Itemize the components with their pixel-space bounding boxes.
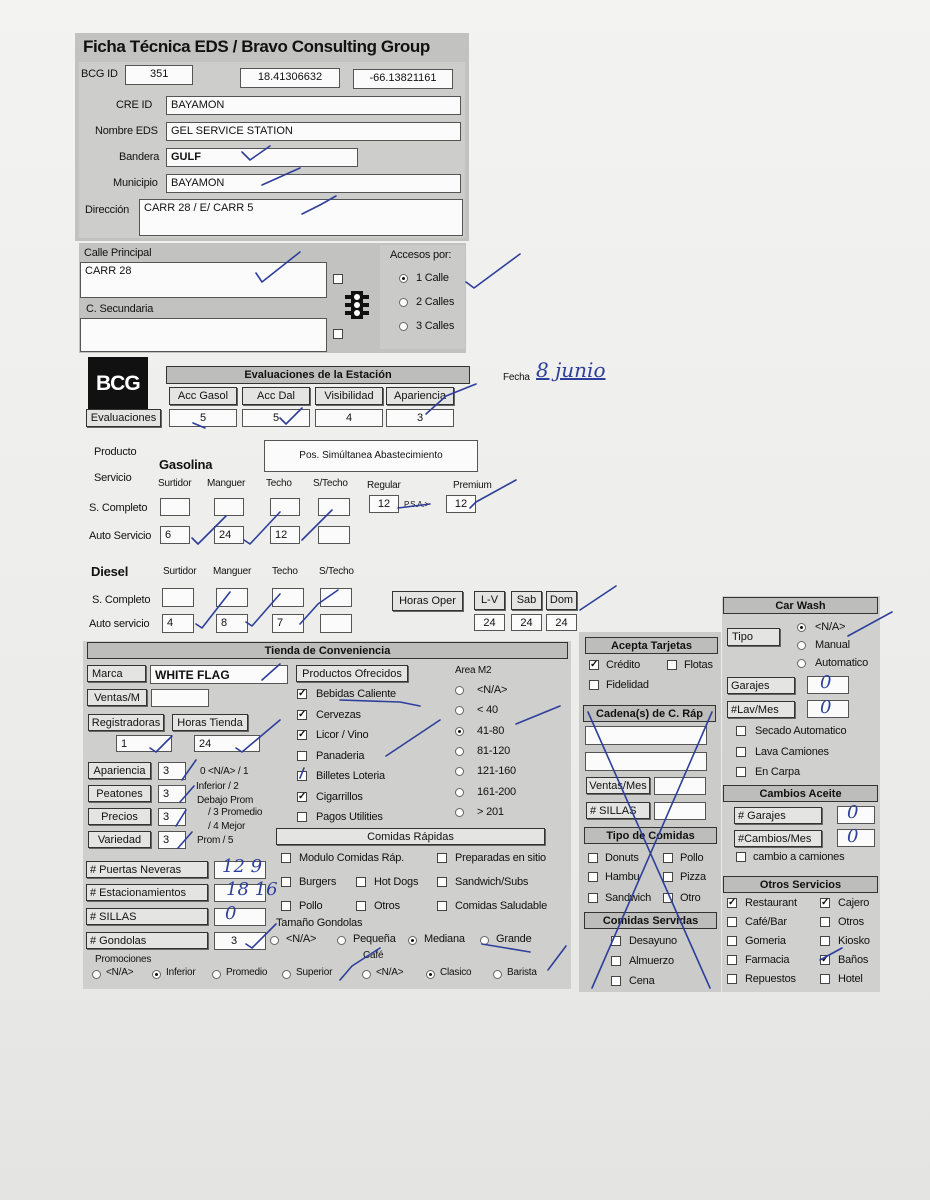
gas-auto-field[interactable]: 12 <box>270 526 300 544</box>
producto-check[interactable]: ✓ <box>298 708 307 720</box>
area-option-label: <N/A> <box>477 684 508 696</box>
cadena-header: Cadena(s) de C. Ráp <box>583 705 716 722</box>
accesos-label: Accesos por: <box>390 249 452 261</box>
carwash-option-label: Secado Automatico <box>755 725 847 737</box>
tamano-label: Tamaño Gondolas <box>276 917 363 929</box>
horas-field[interactable]: 24 <box>546 614 577 631</box>
producto-check[interactable]: ✓ <box>298 790 307 802</box>
check-mark-icon <box>236 720 280 752</box>
longitude-field[interactable]: -66.13821161 <box>353 69 453 89</box>
rating-scale-text: 0 <N/A> / 1 <box>200 766 249 777</box>
area-option-label: 161-200 <box>477 785 516 798</box>
dsl-auto-field[interactable]: 7 <box>272 614 304 633</box>
cross-out-mark <box>588 712 710 988</box>
cadena-sillas-label: # SILLAS <box>586 802 650 819</box>
otro-servicio-check[interactable]: ✓ <box>728 897 737 908</box>
check-mark-icon <box>178 832 192 848</box>
gasolina-title: Gasolina <box>159 457 213 472</box>
check-mark-icon <box>548 946 566 970</box>
producto-label: Panaderia <box>316 749 365 762</box>
cafe-label: Café <box>363 950 384 961</box>
cross-out-mark <box>592 712 712 988</box>
check-mark-icon <box>302 510 332 540</box>
bandera-field[interactable]: GULF <box>166 148 358 167</box>
otros-header: Otros Servicios <box>723 876 878 893</box>
comida-label: Otros <box>374 900 400 912</box>
horas-field[interactable]: 24 <box>474 614 505 631</box>
check-mark-icon <box>340 948 380 980</box>
producto-label: Pagos Utilities <box>316 811 383 823</box>
premium-field[interactable]: 12 <box>446 495 476 513</box>
tipo-comida-label: Sandwich <box>605 892 652 904</box>
puertas-label: # Puertas Neveras <box>86 861 208 878</box>
tarjeta-label: Fidelidad <box>606 679 649 691</box>
comida-label: Hot Dogs <box>374 876 419 888</box>
gondolas-field[interactable]: 3 <box>214 932 266 950</box>
horas-field[interactable]: 24 <box>511 614 542 631</box>
rating-field[interactable]: 3 <box>158 785 186 803</box>
area-option-label: < 40 <box>477 704 498 717</box>
registradoras-field[interactable]: 1 <box>116 735 172 752</box>
fecha-handwritten: 8 junio <box>536 358 606 382</box>
promociones-label: Promociones <box>95 954 152 965</box>
marca-field[interactable]: WHITE FLAG <box>150 665 288 684</box>
check-mark-icon <box>340 700 420 706</box>
horas-oper-button[interactable]: Horas Oper <box>392 591 463 611</box>
camiones-label: cambio a camiones <box>753 851 845 863</box>
comida-label: Comidas Saludable <box>455 900 547 912</box>
area-option-label: 121-160 <box>477 765 516 778</box>
carwash-option-label: En Carpa <box>755 766 800 778</box>
horas-tienda-field[interactable]: 24 <box>194 735 260 752</box>
check-mark-icon <box>580 586 616 610</box>
producto-label: Billetes Loteria <box>316 770 385 782</box>
aceite-garajes-handwritten: 0 <box>847 802 859 823</box>
nombre-field[interactable]: GEL SERVICE STATION <box>166 122 461 141</box>
bcg-id-field[interactable]: 351 <box>125 65 193 85</box>
aceite-garajes-label: # Garajes <box>734 807 822 824</box>
producto-label: Cervezas <box>316 708 361 721</box>
servicio-label: Servicio <box>94 472 132 484</box>
check-mark-icon <box>182 760 196 780</box>
comidas-header: Comidas Rápidas <box>276 828 545 845</box>
cafe-option-label: <N/A> <box>376 967 404 978</box>
check-mark-icon <box>246 594 280 626</box>
carwash-tipo-label: Automatico <box>815 657 869 669</box>
calle-principal-label: Calle Principal <box>84 247 152 259</box>
check-mark-icon <box>262 664 280 680</box>
pos-simultanea-box: Pos. Simúltanea Abastecimiento <box>264 440 478 472</box>
otro-servicio-check[interactable]: ✓ <box>821 954 830 965</box>
check-mark-icon <box>848 612 892 636</box>
lav-handwritten: 0 <box>820 697 832 718</box>
tipo-comida-label: Pizza <box>680 871 706 883</box>
check-mark-icon <box>193 423 205 428</box>
servida-label: Desayuno <box>629 935 677 947</box>
check-mark-icon <box>820 948 842 960</box>
rating-label: Precios <box>88 808 151 825</box>
check-mark-icon <box>180 786 194 802</box>
comida-label: Burgers <box>299 876 337 888</box>
marca-label: Marca <box>87 665 146 682</box>
aceite-cambios-label: #Cambios/Mes <box>734 830 822 847</box>
comida-label: Preparadas en sitio <box>455 852 546 864</box>
check-mark-icon <box>300 768 304 778</box>
nombre-label: Nombre EDS <box>95 125 158 137</box>
cre-id-label: CRE ID <box>116 99 153 111</box>
eval-col-header: Acc Dal <box>242 387 310 405</box>
dsl-col-label: S/Techo <box>319 566 354 577</box>
rating-field[interactable]: 3 <box>158 831 186 849</box>
bcg-logo-text: BCG <box>96 372 140 395</box>
check-mark-icon <box>482 944 530 952</box>
diesel-title: Diesel <box>91 564 129 579</box>
rating-scale-text: Prom / 5 <box>197 835 234 846</box>
dsl-col-label: Manguer <box>213 566 252 577</box>
gas-auto-label: Auto Servicio <box>89 530 152 542</box>
accesos-option-label: 2 Calles <box>416 296 455 308</box>
regular-label: Regular <box>367 480 401 491</box>
otro-servicio-label: Repuestos <box>745 973 796 985</box>
servida-label: Almuerzo <box>629 955 674 967</box>
promo-option-label: Superior <box>296 967 333 978</box>
tipo-comidas-header: Tipo de Comidas <box>584 827 717 844</box>
aceite-cambios-handwritten: 0 <box>847 826 859 847</box>
rating-label: Variedad <box>88 831 151 848</box>
tipo-comida-label: Hambu <box>605 871 640 883</box>
cadena-ventas-label: Ventas/Mes <box>586 777 650 794</box>
fecha-label: Fecha <box>503 372 530 383</box>
check-mark-icon <box>280 408 302 424</box>
rating-scale-text: Debajo Prom <box>197 795 254 806</box>
aceite-header: Cambios Aceite <box>723 785 878 802</box>
puertas-handwritten: 12 9 <box>222 856 263 877</box>
rating-scale-text: / 3 Promedio <box>208 807 263 818</box>
tarjeta-label: Crédito <box>606 659 641 671</box>
estac-handwritten: 18 16 <box>226 879 278 900</box>
tienda-header: Tienda de Conveniencia <box>87 642 568 659</box>
tamano-option-label: Mediana <box>424 933 465 945</box>
municipio-field[interactable]: BAYAMON <box>166 174 461 193</box>
tipo-comida-label: Pollo <box>680 852 704 864</box>
cafe-option-label: Clasico <box>440 967 472 978</box>
rating-scale-text: Inferior / 2 <box>196 781 239 792</box>
productos-header: Productos Ofrecidos <box>296 665 408 682</box>
horas-col-header: L-V <box>474 591 505 610</box>
producto-check[interactable]: ✓ <box>298 688 307 699</box>
accesos-option-label: 3 Calles <box>416 320 455 332</box>
premium-label: Premium <box>453 480 492 491</box>
estac-label: # Estacionamientos <box>86 884 208 901</box>
check-mark-icon <box>466 254 520 288</box>
dsl-auto-label: Auto servicio <box>89 618 150 630</box>
gas-auto-field[interactable]: 24 <box>214 526 244 544</box>
bandera-label: Bandera <box>119 151 160 163</box>
dsl-s-completo-label: S. Completo <box>92 594 151 606</box>
otro-servicio-label: Restaurant <box>745 897 797 909</box>
promo-option-label: <N/A> <box>106 967 134 978</box>
check-mark-icon <box>398 504 430 508</box>
psa-label: P.S.A.> <box>404 500 429 509</box>
servida-label: Cena <box>629 975 655 987</box>
producto-label: Cigarrillos <box>316 790 363 803</box>
dsl-auto-field[interactable]: 4 <box>162 614 194 633</box>
eval-col-value[interactable]: 3 <box>386 409 454 427</box>
cafe-option-label: Barista <box>507 967 537 978</box>
rating-label: Apariencia <box>88 762 151 779</box>
gas-col-label: Techo <box>266 478 292 489</box>
producto-label: Producto <box>94 446 137 458</box>
promo-option-label: Inferior <box>166 967 196 978</box>
otro-servicio-label: Farmacia <box>745 954 790 966</box>
tamano-option-label: Grande <box>496 933 532 945</box>
check-mark-icon <box>150 736 172 752</box>
gas-auto-field[interactable]: 6 <box>160 526 190 544</box>
horas-tienda-label: Horas Tienda <box>172 714 248 731</box>
check-mark-icon <box>246 924 276 948</box>
otro-servicio-label: Cajero <box>838 897 870 909</box>
cre-id-field[interactable]: BAYAMON <box>166 96 461 115</box>
area-option-label: > 201 <box>477 805 504 818</box>
eval-col-value[interactable]: 5 <box>242 409 310 427</box>
comida-label: Pollo <box>299 900 323 912</box>
dsl-col-label: Techo <box>272 566 298 577</box>
tipo-comida-label: Donuts <box>605 852 639 864</box>
evaluaciones-row-label: Evaluaciones <box>86 409 161 427</box>
check-mark-icon <box>244 512 280 544</box>
direccion-label: Dirección <box>85 204 130 216</box>
tamano-option-label: <N/A> <box>286 933 317 945</box>
otro-servicio-label: Baños <box>838 954 869 966</box>
check-mark-icon <box>302 196 336 214</box>
rating-field[interactable]: 3 <box>158 762 186 780</box>
carwash-tipo-label: <N/A> <box>815 621 846 633</box>
otro-servicio-label: Café/Bar <box>745 916 787 928</box>
check-mark-icon <box>176 810 186 826</box>
tipo-comida-label: Otro <box>680 892 701 904</box>
sillas-label: # SILLAS <box>86 908 208 925</box>
tarjetas-header: Acepta Tarjetas <box>585 637 718 654</box>
check-mark-icon <box>516 706 560 724</box>
bcg-id-label: BCG ID <box>81 68 118 80</box>
calle-principal-field[interactable]: CARR 28 <box>80 262 327 298</box>
municipio-label: Municipio <box>113 177 158 189</box>
lav-label: #Lav/Mes <box>727 701 795 718</box>
ventas-label: Ventas/M <box>87 689 147 706</box>
check-mark-icon <box>192 516 226 544</box>
check-mark-icon <box>256 252 300 282</box>
rating-scale-text: / 4 Mejor <box>208 821 246 832</box>
check-mark-icon <box>386 720 440 756</box>
garajes-label: Garajes <box>727 677 795 694</box>
tamano-option-label: Pequeña <box>353 933 396 945</box>
direccion-field[interactable]: CARR 28 / E/ CARR 5 <box>139 199 463 236</box>
horas-col-header: Sab <box>511 591 542 610</box>
carwash-header: Car Wash <box>723 597 878 614</box>
producto-label: Bebidas Caliente <box>316 688 396 700</box>
servidas-header: Comidas Servidas <box>584 912 717 929</box>
check-mark-icon <box>300 590 338 624</box>
calle-secundaria-label: C. Secundaria <box>86 303 154 315</box>
carwash-option-label: Lava Camiones <box>755 745 829 758</box>
garajes-handwritten: 0 <box>820 672 832 693</box>
gas-col-label: Manguer <box>207 478 246 489</box>
gas-col-label: S/Techo <box>313 478 348 489</box>
evaluaciones-header: Evaluaciones de la Estación <box>166 366 470 384</box>
tarjeta-label: Flotas <box>684 659 713 671</box>
tarjeta-check[interactable]: ✓ <box>590 659 599 670</box>
producto-label: Licor / Vino <box>316 729 369 741</box>
otro-servicio-label: Gomeria <box>745 935 786 947</box>
form-title: Ficha Técnica EDS / Bravo Consulting Group <box>83 37 430 56</box>
rating-label: Peatones <box>88 785 151 802</box>
otro-servicio-check[interactable]: ✓ <box>821 897 830 908</box>
comida-label: Modulo Comidas Ráp. <box>299 852 405 864</box>
eval-col-header: Visibilidad <box>315 387 383 405</box>
gas-s-completo-label: S. Completo <box>89 502 148 514</box>
eval-col-value[interactable]: 5 <box>169 409 237 427</box>
check-mark-icon <box>262 168 300 185</box>
check-mark-icon <box>470 480 516 508</box>
otro-servicio-label: Kiosko <box>838 935 870 947</box>
otro-servicio-label: Hotel <box>838 973 863 985</box>
eval-col-header: Apariencia <box>386 387 454 405</box>
regular-field[interactable]: 12 <box>369 495 399 513</box>
gas-col-label: Surtidor <box>158 478 192 489</box>
gondolas-label: # Gondolas <box>86 932 208 949</box>
sillas-handwritten: 0 <box>225 903 237 924</box>
eval-col-value[interactable]: 4 <box>315 409 383 427</box>
dsl-auto-field[interactable]: 8 <box>216 614 248 633</box>
area-option-label: 41-80 <box>477 724 505 737</box>
check-mark-icon <box>242 146 270 160</box>
otro-servicio-label: Otros <box>838 916 864 928</box>
area-option-label: 81-120 <box>477 744 511 757</box>
producto-check[interactable]: ✓ <box>298 729 307 740</box>
accesos-option-label: 1 Calle <box>416 272 449 284</box>
comida-label: Sandwich/Subs <box>455 876 529 888</box>
latitude-field[interactable]: 18.41306632 <box>240 68 340 88</box>
horas-col-header: Dom <box>546 591 577 610</box>
promo-option-label: Promedio <box>226 967 268 978</box>
dsl-col-label: Surtidor <box>163 566 197 577</box>
area-label: Area M2 <box>455 665 492 676</box>
eval-col-header: Acc Gasol <box>169 387 237 405</box>
check-mark-icon <box>196 592 230 628</box>
carwash-tipo-label: Manual <box>815 639 850 651</box>
carwash-tipo-label: Tipo <box>727 628 780 646</box>
rating-field[interactable]: 3 <box>158 808 186 826</box>
registradoras-label: Registradoras <box>88 714 164 731</box>
check-mark-icon <box>426 384 476 414</box>
